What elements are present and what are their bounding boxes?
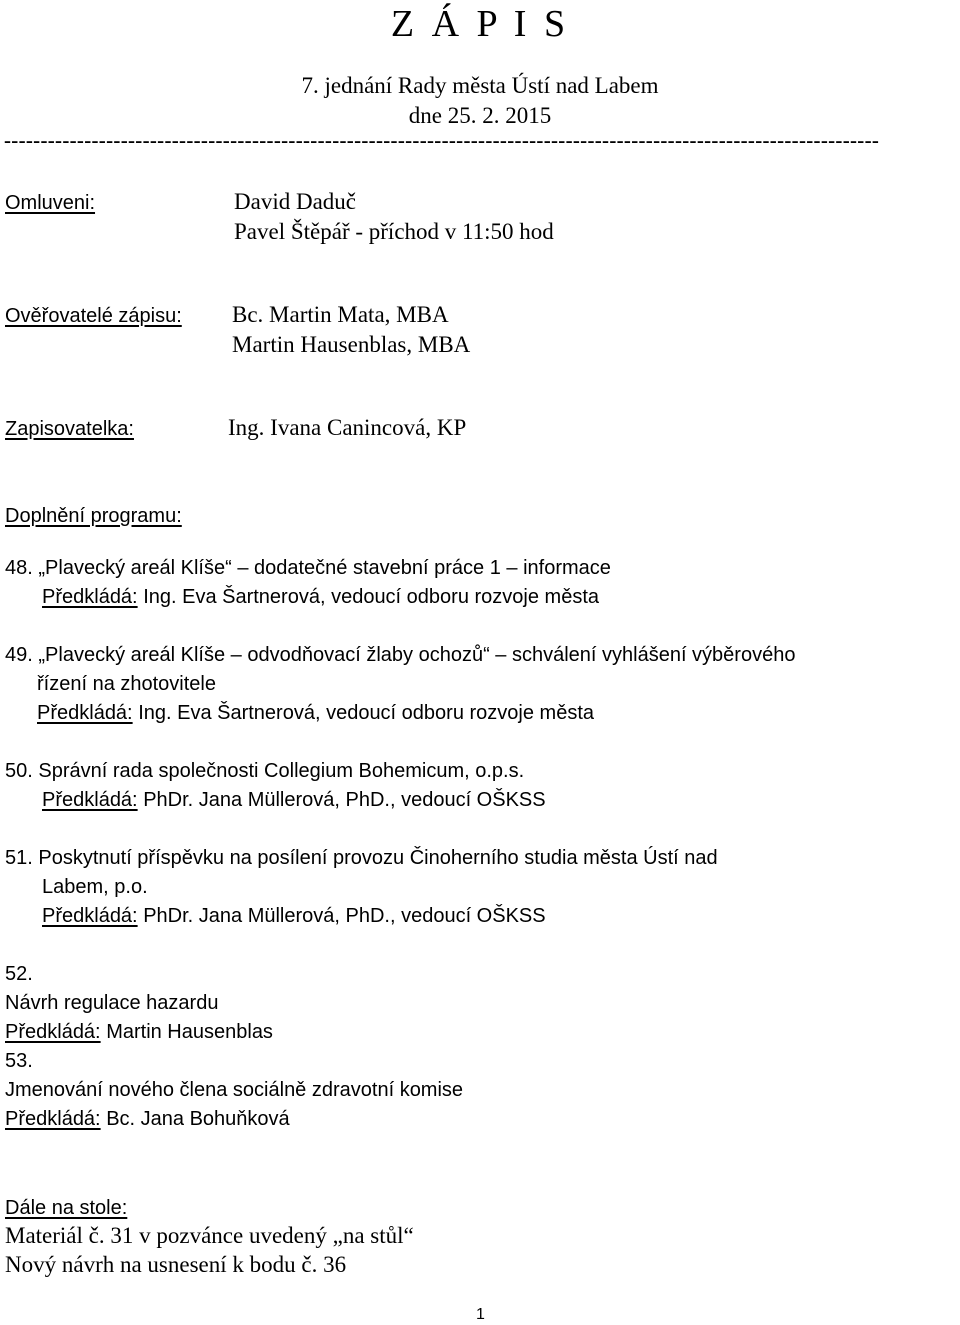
omluveni-name-1: David Daduč <box>234 189 356 214</box>
presenter-label: Předkládá: <box>37 702 133 724</box>
agenda-item-48-presenter <box>42 583 599 612</box>
meeting-subtitle: 7. jednání Rady města Ústí nad Labem <box>301 73 659 98</box>
separator-line: ------------------------------------------------------------------------------------------------------------------------ <box>4 128 880 152</box>
item-number: 48. <box>5 557 33 579</box>
agenda-item-50 <box>5 757 524 786</box>
meeting-date: dne 25. 2. 2015 <box>408 103 552 128</box>
agenda-item-49-title-cont: řízení na zhotovitele <box>37 673 216 695</box>
dale-label: Dále na stole: <box>5 1197 128 1219</box>
document-title: Z Á P I S <box>390 3 570 45</box>
agenda-item-48 <box>5 554 611 583</box>
presenter-name: Bc. Jana Bohuňková <box>106 1108 290 1130</box>
omluveni-name-2: Pavel Štěpář - příchod v 11:50 hod <box>234 219 554 244</box>
presenter-name: PhDr. Jana Müllerová, PhD., vedoucí OŠKSS <box>143 905 546 927</box>
item-number: 51. <box>5 847 33 869</box>
agenda-item-53-title: Jmenování nového člena sociálně zdravotní komise <box>5 1079 464 1101</box>
agenda-item-53-number: 53. <box>5 1050 33 1072</box>
presenter-label: Předkládá: <box>5 1021 101 1043</box>
agenda-item-52-number: 52. <box>5 963 33 985</box>
item-title: „Plavecký areál Klíše“ – dodatečné stavební práce 1 – informace <box>38 557 611 579</box>
agenda-item-49 <box>5 641 795 670</box>
agenda-item-53-presenter <box>5 1105 290 1134</box>
presenter-label: Předkládá: <box>42 789 138 811</box>
agenda-item-51 <box>5 844 718 873</box>
presenter-name: Ing. Eva Šartnerová, vedoucí odboru rozvoje města <box>138 702 594 724</box>
agenda-item-50-presenter <box>42 786 546 815</box>
item-title: Poskytnutí příspěvku na posílení provozu Činoherního studia města Ústí nad <box>38 847 718 869</box>
overovatel-name-2: Martin Hausenblas, MBA <box>232 332 471 357</box>
agenda-item-49-presenter <box>37 699 594 728</box>
zapisovatelka-label: Zapisovatelka: <box>5 418 134 440</box>
agenda-item-52-presenter <box>5 1018 273 1047</box>
overovatel-name-1: Bc. Martin Mata, MBA <box>232 302 449 327</box>
presenter-name: Ing. Eva Šartnerová, vedoucí odboru rozvoje města <box>143 586 599 608</box>
item-number: 49. <box>5 644 33 666</box>
presenter-label: Předkládá: <box>42 905 138 927</box>
item-title: Správní rada společnosti Collegium Bohemicum, o.p.s. <box>38 760 525 782</box>
item-number: 50. <box>5 760 33 782</box>
agenda-item-52-title: Návrh regulace hazardu <box>5 992 219 1014</box>
agenda-item-51-presenter <box>42 902 546 931</box>
zapisovatelka-name: Ing. Ivana Canincová, KP <box>228 415 467 440</box>
page-number: 1 <box>476 1306 485 1323</box>
omluveni-label: Omluveni: <box>5 192 96 214</box>
agenda-item-51-title-cont: Labem, p.o. <box>42 876 148 898</box>
presenter-label: Předkládá: <box>5 1108 101 1130</box>
presenter-name: PhDr. Jana Müllerová, PhD., vedoucí OŠKSS <box>143 789 546 811</box>
dale-line-1: Materiál č. 31 v pozvánce uvedený „na stůl“ <box>5 1223 414 1248</box>
presenter-label: Předkládá: <box>42 586 138 608</box>
item-title: „Plavecký areál Klíše – odvodňovací žlaby ochozů“ – schválení vyhlášení výběrového <box>38 644 796 666</box>
dale-line-2: Nový návrh na usnesení k bodu č. 36 <box>5 1252 347 1277</box>
doplneni-label: Doplnění programu: <box>5 505 182 527</box>
overovatele-label: Ověřovatelé zápisu: <box>5 305 182 327</box>
presenter-name: Martin Hausenblas <box>106 1021 273 1043</box>
